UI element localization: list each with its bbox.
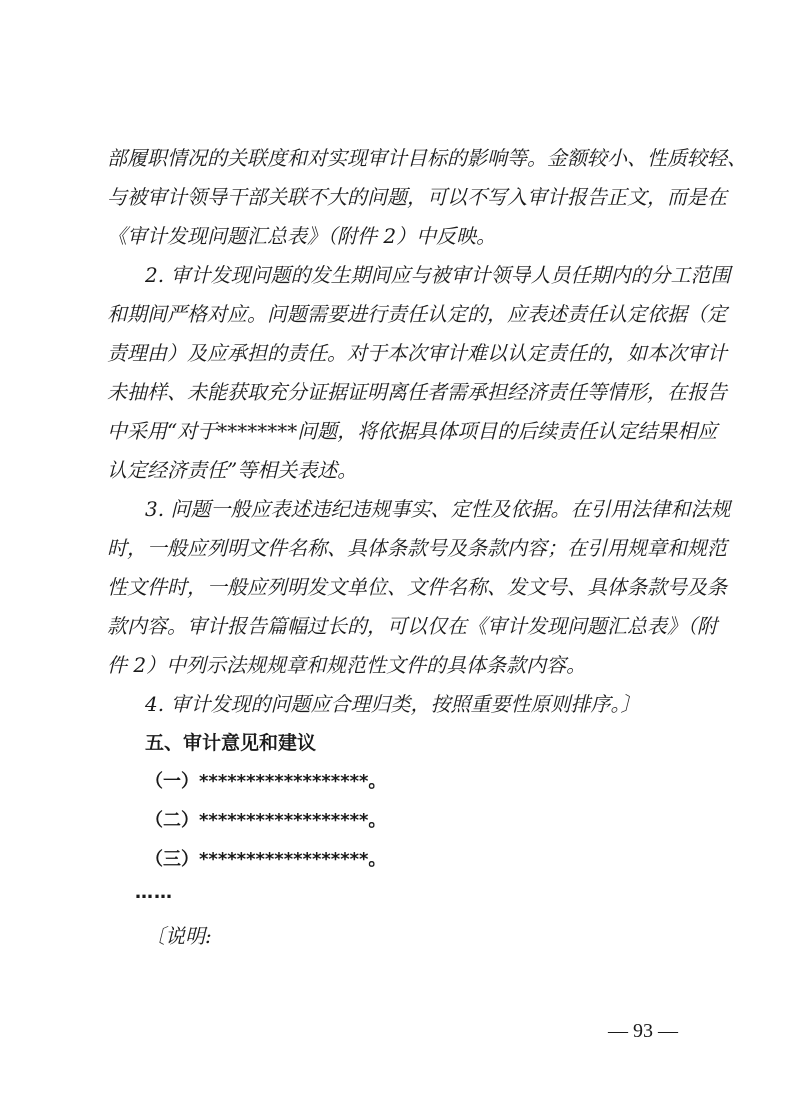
sub-item-1: （一）******************。 bbox=[145, 771, 387, 792]
paragraph-1-line-1: 部履职情况的关联度和对实现审计目标的影响等。金额较小、性质较轻、 bbox=[107, 146, 747, 170]
paragraph-1-line-2: 与被审计领导干部关联不大的问题，可以不写入审计报告正文，而是在 bbox=[107, 185, 727, 209]
sub-item-3: （三）******************。 bbox=[145, 849, 387, 870]
paragraph-3-line-2: 时，一般应列明文件名称、具体条款号及条款内容；在引用规章和规范 bbox=[107, 536, 727, 560]
ellipsis: …… bbox=[135, 882, 173, 903]
paragraph-1-line-3: 《审计发现问题汇总表》（附件 2）中反映。 bbox=[107, 224, 497, 248]
paragraph-3-line-4: 款内容。审计报告篇幅过长的，可以仅在《审计发现问题汇总表》（附 bbox=[107, 614, 717, 638]
paragraph-3-line-5: 件 2）中列示法规规章和规范性文件的具体条款内容。 bbox=[107, 653, 587, 677]
section-heading: 五、审计意见和建议 bbox=[145, 732, 317, 754]
paragraph-2-line-3: 责理由）及应承担的责任。对于本次审计难以认定责任的，如本次审计 bbox=[107, 341, 727, 365]
paragraph-3-line-3: 性文件时，一般应列明发文单位、文件名称、发文号、具体条款号及条 bbox=[107, 575, 727, 599]
paragraph-3-line-1: 3. 问题一般应表述违纪违规事实、定性及依据。在引用法律和法规 bbox=[145, 497, 731, 521]
paragraph-2-line-1: 2. 审计发现问题的发生期间应与被审计领导人员任期内的分工范围 bbox=[145, 263, 731, 287]
paragraph-4-line-1: 4. 审计发现的问题应合理归类，按照重要性原则排序。〕 bbox=[145, 692, 641, 716]
page-number: — 93 — bbox=[608, 1020, 678, 1042]
paragraph-2-line-2: 和期间严格对应。问题需要进行责任认定的，应表述责任认定依据（定 bbox=[107, 302, 727, 326]
paragraph-2-line-5: 中采用“对于********问题，将依据具体项目的后续责任认定结果相应 bbox=[107, 419, 718, 443]
paragraph-2-line-4: 未抽样、未能获取充分证据证明离任者需承担经济责任等情形，在报告 bbox=[107, 380, 727, 404]
note-start: 〔说明: bbox=[145, 924, 212, 948]
sub-item-2: （二）******************。 bbox=[145, 810, 387, 831]
paragraph-2-line-6: 认定经济责任”等相关表述。 bbox=[107, 458, 358, 482]
